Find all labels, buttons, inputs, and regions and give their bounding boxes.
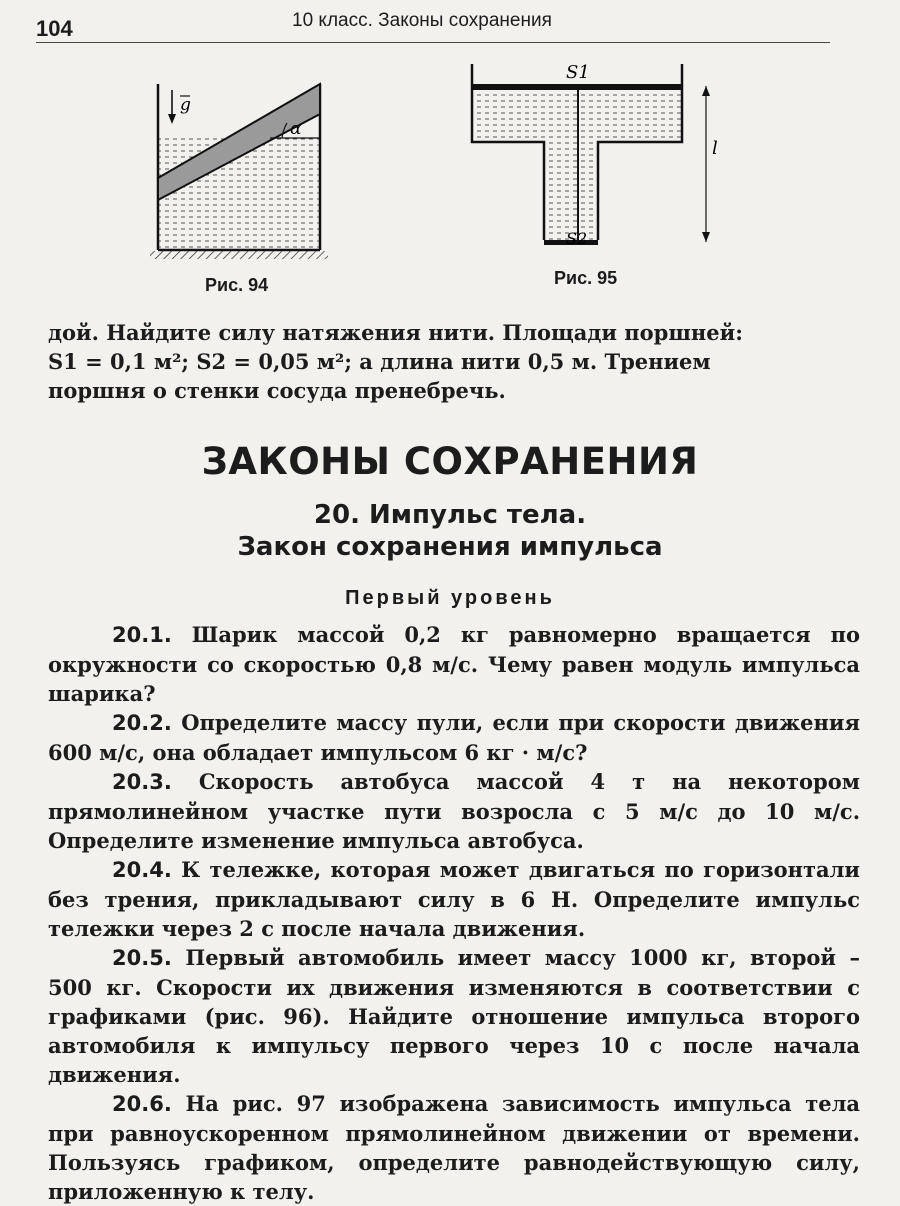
chapter-title: ЗАКОНЫ СОХРАНЕНИЯ bbox=[201, 440, 699, 483]
problem-list bbox=[48, 620, 860, 1206]
problem-20-6 bbox=[48, 1089, 860, 1206]
section-title-line-2: Закон сохранения импульса bbox=[237, 532, 663, 562]
gravity-arrowhead bbox=[168, 114, 176, 124]
section-title-line-1: 20. Импульс тела. bbox=[313, 500, 587, 530]
header-rule bbox=[36, 42, 830, 43]
problem-20-3 bbox=[48, 767, 860, 855]
level-title: Первый уровень bbox=[345, 587, 555, 609]
figure-95 bbox=[460, 56, 730, 256]
continuation-line-2: S1 = 0,1 м²; S2 = 0,05 м²; а длина нити 0,5 м. Трением bbox=[48, 349, 711, 374]
problem-text: К тележке, которая может двигаться по горизонтали без трения, прикладывают силу в 6 Н. Определите импульс тележки через 2 с после начала движения. bbox=[48, 857, 861, 941]
s2-label: S2 bbox=[566, 229, 588, 248]
problem-20-5 bbox=[48, 943, 860, 1089]
s1-label: S1 bbox=[566, 62, 590, 83]
continuation-line-3: поршня о стенки сосуда пренебречь. bbox=[48, 378, 506, 403]
angle-label: α bbox=[290, 119, 302, 139]
problem-text: Скорость автобуса массой 4 т на некотором прямолинейном участке пути возросла с 5 м/с до 10 м/с. Определите изменение импульса автобуса. bbox=[48, 769, 860, 853]
gravity-label: g bbox=[180, 95, 191, 115]
problem-text: Первый автомобиль имеет массу 1000 кг, второй – 500 кг. Скорости их движения изменяются в соответствии с графиками (рис. 96). Найдите отношение импульса второго автомобиля к импульсу первого через 10 с после начала движения. bbox=[48, 945, 861, 1087]
piston-s1 bbox=[472, 84, 682, 90]
length-arrow-bottom bbox=[702, 232, 710, 242]
problem-number: 20.5. bbox=[112, 946, 172, 970]
length-arrow-top bbox=[702, 86, 710, 96]
problem-number: 20.2. bbox=[112, 711, 172, 735]
problem-text: Определите массу пули, если при скорости движения 600 м/с, она обладает импульсом 6 кг · м/с? bbox=[48, 710, 861, 765]
figure-94 bbox=[140, 70, 340, 270]
problem-text: На рис. 97 изображена зависимость импульса тела при равноускоренном прямолинейном движении от времени. Пользуясь графиком, определите равнодействующую силу, приложенную к телу. bbox=[48, 1091, 861, 1204]
problem-number: 20.6. bbox=[112, 1092, 172, 1116]
lower-water-95 bbox=[544, 142, 598, 240]
page-number: 104 bbox=[36, 16, 73, 41]
problem-20-1 bbox=[48, 620, 860, 708]
problem-20-2 bbox=[48, 708, 860, 767]
continuation-text bbox=[48, 318, 860, 405]
figure-95-caption: Рис. 95 bbox=[554, 268, 618, 288]
length-label: l bbox=[712, 138, 718, 159]
continuation-line-1: дой. Найдите силу натяжения нити. Площади поршней: bbox=[48, 320, 743, 345]
ground-hatch-94 bbox=[150, 251, 328, 259]
problem-number: 20.4. bbox=[112, 858, 172, 882]
running-head: 10 класс. Законы сохранения bbox=[292, 10, 552, 31]
figure-94-caption: Рис. 94 bbox=[205, 275, 269, 295]
problem-20-4 bbox=[48, 855, 860, 943]
problem-number: 20.1. bbox=[112, 623, 172, 647]
problem-number: 20.3. bbox=[112, 770, 172, 794]
problem-text: Шарик массой 0,2 кг равномерно вращается по окружности со скоростью 0,8 м/с. Чему равен модуль импульса шарика? bbox=[48, 622, 860, 706]
